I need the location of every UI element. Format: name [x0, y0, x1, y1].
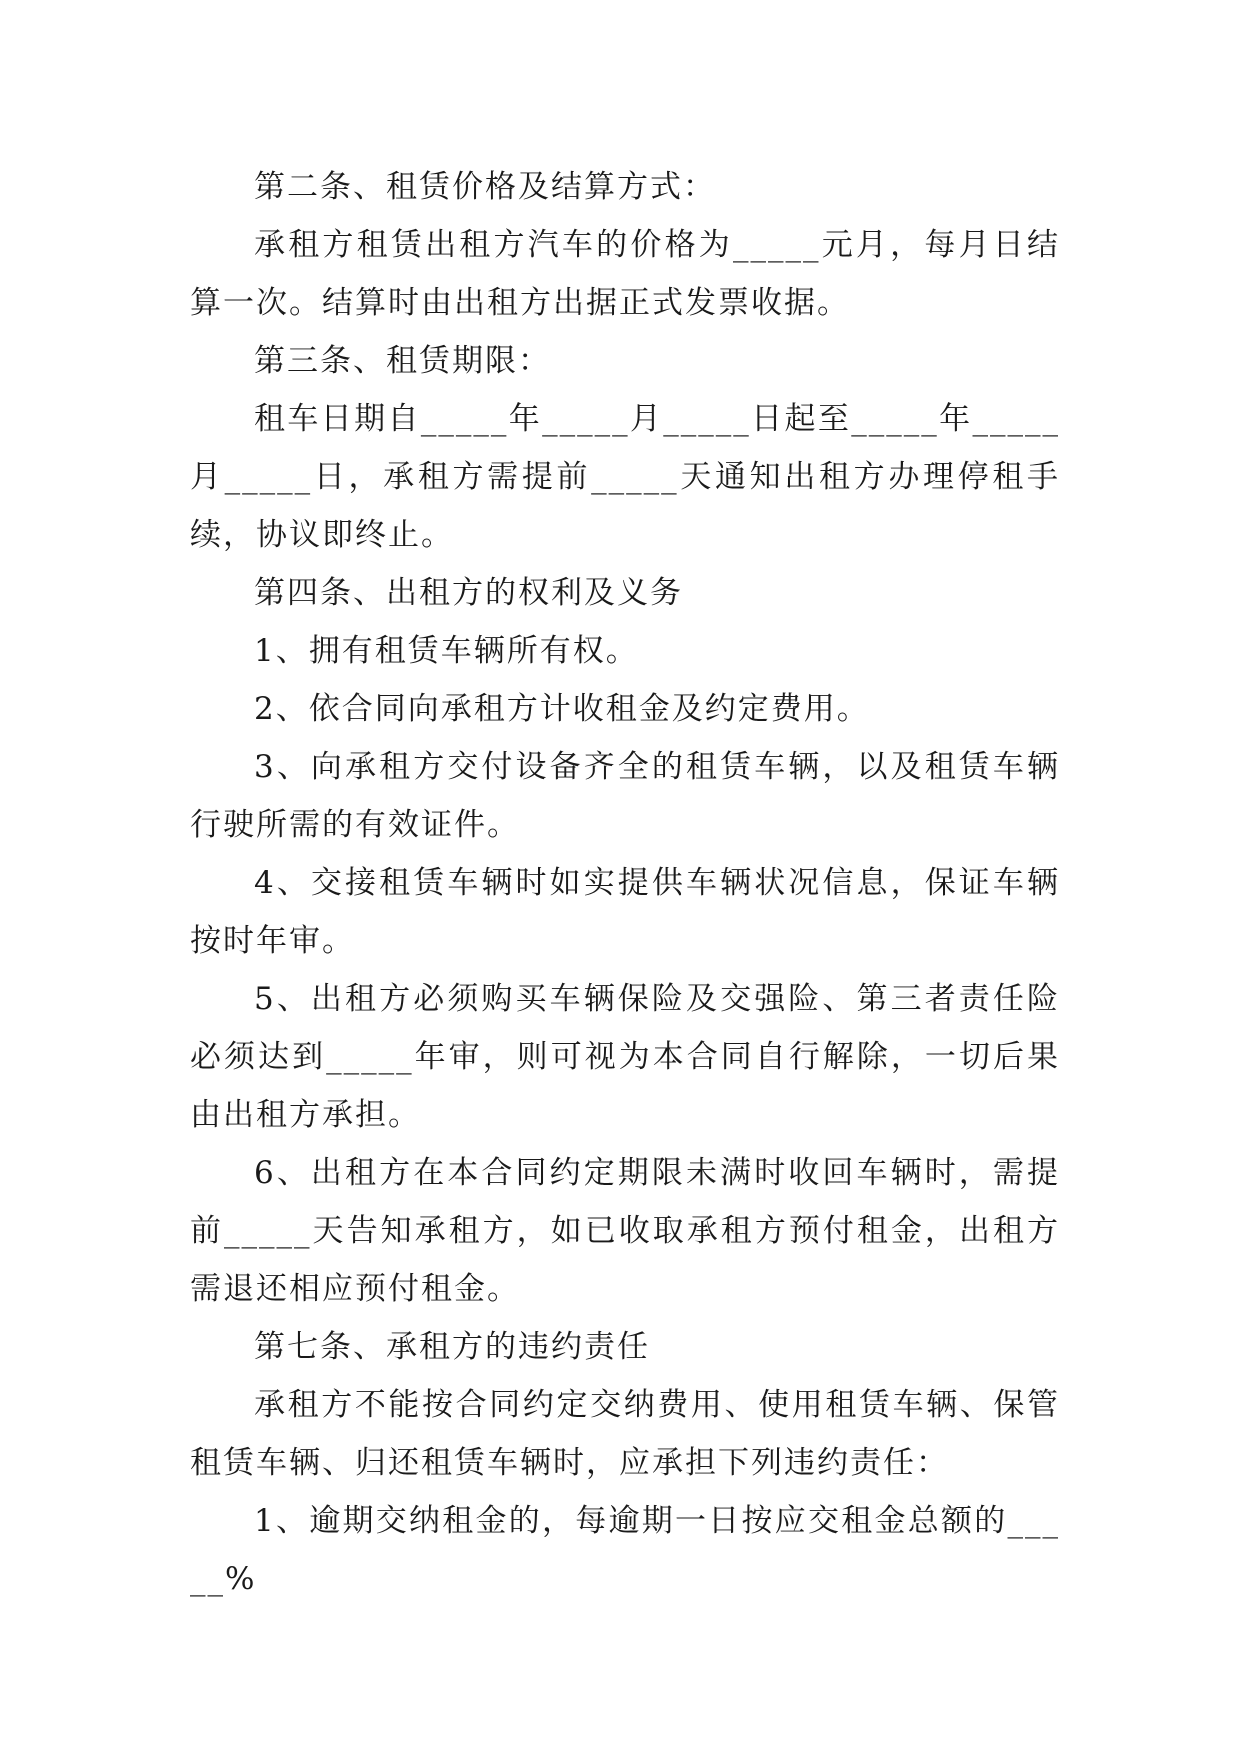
article-4-item-6: 6、出租方在本合同约定期限未满时收回车辆时，需提前_____天告知承租方，如已收取承租方预付租金，出租方需退还相应预付租金。	[190, 1155, 1060, 1307]
article-2-price-clause: 承租方租赁出租方汽车的价格为_____元月，每月日结算一次。结算时由出租方出据正式发票收据。	[190, 227, 1060, 321]
article-4-heading: 第四条、出租方的权利及义务	[254, 575, 683, 611]
article-7-heading: 第七条、承租方的违约责任	[254, 1329, 650, 1365]
article-4-item-5: 5、出租方必须购买车辆保险及交强险、第三者责任险必须达到_____年审，则可视为本合同自行解除，一切后果由出租方承担。	[190, 981, 1060, 1133]
document-body	[190, 158, 1060, 1608]
article-2-heading: 第二条、租赁价格及结算方式：	[254, 169, 716, 205]
article-3-heading: 第三条、租赁期限：	[254, 343, 551, 379]
article-7-item-1: 1、逾期交纳租金的，每逾期一日按应交租金总额的_____%	[190, 1503, 1060, 1597]
article-4-item-1: 1、拥有租赁车辆所有权。	[254, 633, 639, 669]
article-7-intro: 承租方不能按合同约定交纳费用、使用租赁车辆、保管租赁车辆、归还租赁车辆时，应承担下列违约责任：	[190, 1387, 1060, 1481]
article-4-item-3: 3、向承租方交付设备齐全的租赁车辆，以及租赁车辆行驶所需的有效证件。	[190, 749, 1060, 843]
article-4-item-4: 4、交接租赁车辆时如实提供车辆状况信息，保证车辆按时年审。	[190, 865, 1060, 959]
article-4-item-2: 2、依合同向承租方计收租金及约定费用。	[254, 691, 870, 727]
article-3-term-clause: 租车日期自_____年_____月_____日起至_____年_____月_____日，承租方需提前_____天通知出租方办理停租手续，协议即终止。	[190, 401, 1060, 553]
